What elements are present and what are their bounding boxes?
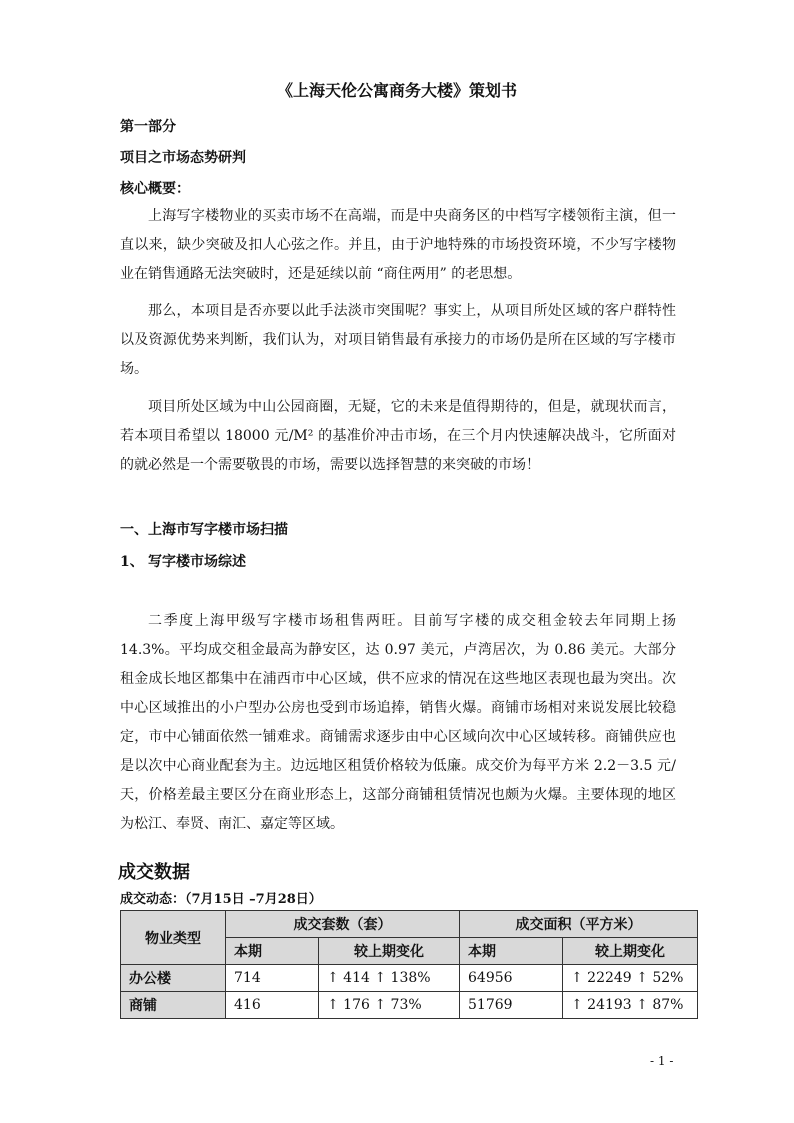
subsection-heading-office-overview — [120, 551, 246, 571]
col-units-current: 本期 — [226, 938, 319, 965]
row-units-change: ↑ 176 ↑ 73% — [319, 992, 460, 1019]
col-group-area: 成交面积（平方米） — [460, 911, 698, 938]
core-summary-label: 核心概要： — [120, 181, 190, 197]
row-area-change: ↑ 22249 ↑ 52% — [563, 965, 698, 992]
row-type: 商铺 — [121, 992, 226, 1019]
col-area-change: 较上期变化 — [563, 938, 698, 965]
col-area-current: 本期 — [460, 938, 563, 965]
col-units-change: 较上期变化 — [319, 938, 460, 965]
row-units: 416 — [226, 992, 319, 1019]
row-area: 64956 — [460, 965, 563, 992]
paragraph-market-overview: 二季度上海甲级写字楼市场租售两旺。目前写字楼的成交租金较去年同期上扬 14.3%。平均成交租金最高为静安区，达 0.97 美元，卢湾居次，为 0.86 美元。大部分租金成长地区都集中在浦西市中心区域，供不应求的情况在这些地区表现也最为突出。次中心区域推出的小户型办公房也受到市场追捧，销售火爆。商铺市场相对来说发展比较稳定，市中心铺面依然一铺难求。商铺需求逐步由中心区域向次中心区域转移。商铺供应也是以次中心商业配套为主。边远地区租赁价格较为低廉。成交价为每平方米 2.2－3.5 元/天，价格差最主要区分在商业形态上，这部分商铺租赁情况也颇为火爆。主要体现的地区为松江、奉贤、南汇、嘉定等区域。 — [120, 613, 676, 832]
col-group-units: 成交套数（套） — [226, 911, 460, 938]
table-header-row — [121, 911, 698, 938]
paragraph-question: 那么，本项目是否亦要以此手法淡市突围呢？事实上，从项目所处区域的客户群特性以及资源优势来判断，我们认为，对项目销售最有承接力的市场仍是所在区域的写字楼市场。 — [120, 303, 676, 377]
subsection-text: 写字楼市场综述 — [148, 554, 246, 570]
paragraph-location: 项目所处区域为中山公园商圈，无疑，它的未来是值得期待的，但是，就现状而言，若本项目希望以 18000 元/M² 的基准价冲击市场，在三个月内快速解决战斗，它所面对的就必然是一个需要敬畏的市场，需要以选择智慧的来突破的市场！ — [120, 399, 676, 473]
table-row — [121, 992, 698, 1019]
part-title: 项目之市场态势研判 — [120, 150, 246, 166]
paragraph-intro: 上海写字楼物业的买卖市场不在高端，而是中央商务区的中档写字楼领衔主演，但一直以来，缺少突破及扣人心弦之作。并且，由于沪地特殊的市场投资环境，不少写字楼物业在销售通路无法突破时，还是延续以前 “商住两用” 的老思想。 — [120, 208, 676, 282]
subsection-number: 1、 — [120, 554, 144, 570]
row-units: 714 — [226, 965, 319, 992]
row-type: 办公楼 — [121, 965, 226, 992]
row-area-change: ↑ 24193 ↑ 87% — [563, 992, 698, 1019]
document-title: 《上海天伦公寓商务大楼》策划书 — [276, 81, 517, 100]
row-units-change: ↑ 414 ↑ 138% — [319, 965, 460, 992]
transaction-data-title: 成交数据 — [118, 862, 190, 883]
page-number: - 1 - — [650, 1054, 674, 1068]
table-row — [121, 965, 698, 992]
col-property-type: 物业类型 — [121, 911, 226, 965]
section-heading-market-scan: 一、上海市写字楼市场扫描 — [120, 522, 288, 538]
transaction-table — [120, 910, 698, 1019]
part-label: 第一部分 — [120, 119, 176, 135]
row-area: 51769 — [460, 992, 563, 1019]
transaction-period-caption: 成交动态：（7月15日 –7月28日） — [120, 892, 322, 907]
